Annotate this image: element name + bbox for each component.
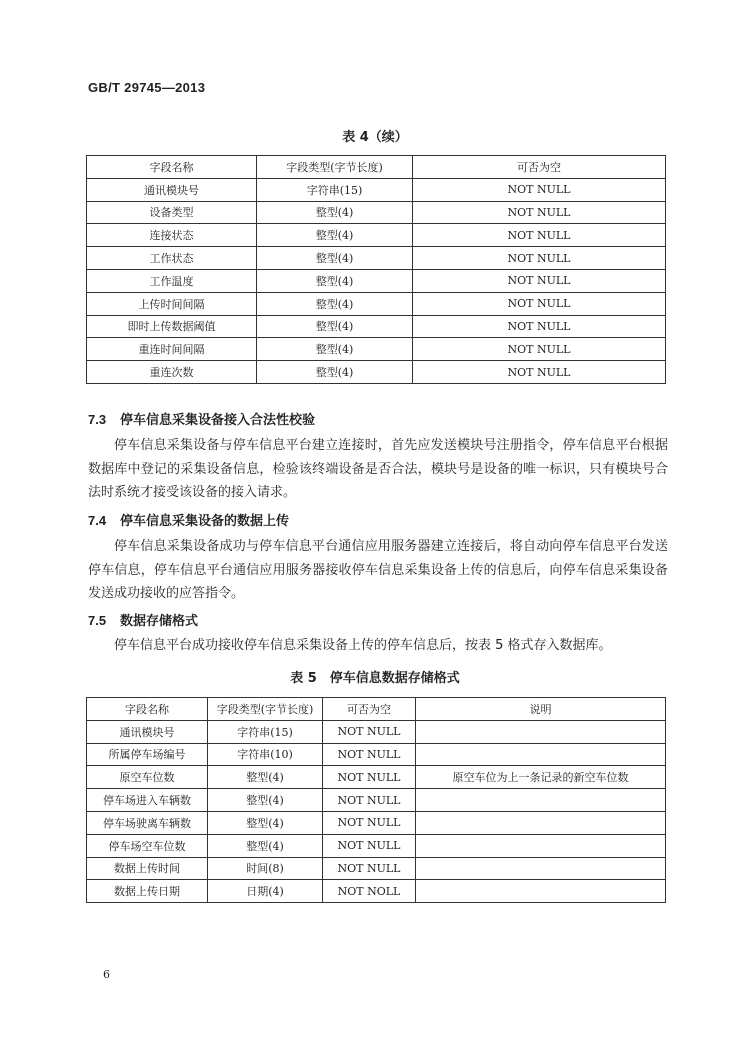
table4-header-cell: 字段类型(字节长度) (257, 156, 413, 179)
table-cell: 停车场空车位数 (87, 834, 208, 857)
table5 (86, 697, 666, 903)
table-cell: 整型(4) (208, 789, 323, 812)
table-cell: 整型(4) (208, 811, 323, 834)
table-cell: 字符串(15) (257, 178, 413, 201)
table-row (87, 247, 666, 270)
table-cell: 上传时间间隔 (87, 292, 257, 315)
table-row (87, 766, 666, 789)
table4 (86, 155, 666, 384)
table-cell: 时间(8) (208, 857, 323, 880)
section-heading-7-4: 7.4 停车信息采集设备的数据上传 (88, 513, 290, 529)
table-row (87, 789, 666, 812)
table-cell: 整型(4) (257, 315, 413, 338)
table-row (87, 720, 666, 743)
table-row (87, 857, 666, 880)
table-cell: NOT NULL (413, 224, 666, 247)
table-cell: NOT NULL (323, 857, 416, 880)
section-body-7-5: 停车信息平台成功接收停车信息采集设备上传的停车信息后，按表 5 格式存入数据库。 (114, 638, 612, 653)
table-cell: NOT NULL (413, 201, 666, 224)
table-cell: 数据上传时间 (87, 857, 208, 880)
table4-caption: 表 4（续） (342, 130, 408, 145)
table-cell: 工作状态 (87, 247, 257, 270)
table-cell: 重连次数 (87, 361, 257, 384)
table-cell: 整型(4) (257, 361, 413, 384)
table-row (87, 338, 666, 361)
table-cell: 字符串(10) (208, 743, 323, 766)
table-cell: 整型(4) (257, 201, 413, 224)
page-number: 6 (103, 968, 110, 981)
table-row (87, 224, 666, 247)
table-row (87, 292, 666, 315)
table-cell: 整型(4) (208, 766, 323, 789)
table-cell: NOT NULL (413, 178, 666, 201)
table-row (87, 178, 666, 201)
table-cell: 日期(4) (208, 880, 323, 903)
table-cell (416, 880, 666, 903)
table-cell: 整型(4) (257, 224, 413, 247)
table-cell: 通讯模块号 (87, 178, 257, 201)
table-cell: 停车场进入车辆数 (87, 789, 208, 812)
table-cell: 整型(4) (257, 292, 413, 315)
section-heading-7-5: 7.5 数据存储格式 (88, 613, 199, 629)
table-cell (416, 720, 666, 743)
table5-header-cell: 字段名称 (87, 698, 208, 721)
table5-header-row (87, 698, 666, 721)
table-cell: NOT NULL (413, 315, 666, 338)
table5-header-cell: 字段类型(字节长度) (208, 698, 323, 721)
table-cell: NOT NULL (413, 269, 666, 292)
table5-header-cell: 可否为空 (323, 698, 416, 721)
table-cell: NOT NULL (323, 720, 416, 743)
table-cell: 工作温度 (87, 269, 257, 292)
table-cell: 整型(4) (257, 269, 413, 292)
table-cell: 连接状态 (87, 224, 257, 247)
table-cell: NOT NULL (413, 247, 666, 270)
table-cell: 停车场驶离车辆数 (87, 811, 208, 834)
table-cell: NOT NOLL (323, 880, 416, 903)
table-cell (416, 811, 666, 834)
section-body-7-4: 停车信息采集设备成功与停车信息平台通信应用服务器建立连接后，将自动向停车信息平台发送停车信息，停车信息平台通信应用服务器接收停车信息采集设备上传的信息后，向停车信息采集设备发送成功接收的应答指令。 (88, 539, 668, 601)
table-cell: 通讯模块号 (87, 720, 208, 743)
table-cell: 数据上传日期 (87, 880, 208, 903)
table-cell: NOT NULL (413, 292, 666, 315)
table-row (87, 811, 666, 834)
table5-caption: 表 5 停车信息数据存储格式 (290, 671, 460, 686)
table-cell (416, 857, 666, 880)
table-cell: 原空车位为上一条记录的新空车位数 (416, 766, 666, 789)
table-cell: 即时上传数据阈值 (87, 315, 257, 338)
table-cell: 设备类型 (87, 201, 257, 224)
section-body-7-3: 停车信息采集设备与停车信息平台建立连接时，首先应发送模块号注册指令，停车信息平台根据数据库中登记的采集设备信息，检验该终端设备是否合法，模块号是设备的唯一标识，只有模块号合法时系统才接受该设备的接入请求。 (88, 438, 668, 500)
table-row (87, 315, 666, 338)
table-cell: NOT NULL (323, 789, 416, 812)
table-cell: 重连时间间隔 (87, 338, 257, 361)
table5-header-cell: 说明 (416, 698, 666, 721)
table-row (87, 834, 666, 857)
section-heading-7-3: 7.3 停车信息采集设备接入合法性校验 (88, 412, 316, 428)
table-cell: 字符串(15) (208, 720, 323, 743)
table-row (87, 201, 666, 224)
table-cell: NOT NULL (323, 834, 416, 857)
table-row (87, 361, 666, 384)
table-row (87, 269, 666, 292)
table4-header-cell: 可否为空 (413, 156, 666, 179)
table-cell: 整型(4) (257, 247, 413, 270)
table-cell: NOT NULL (323, 766, 416, 789)
table-cell: 原空车位数 (87, 766, 208, 789)
table-cell: NOT NULL (323, 811, 416, 834)
table-row (87, 743, 666, 766)
table-cell (416, 834, 666, 857)
table-cell (416, 743, 666, 766)
table-cell: NOT NULL (413, 338, 666, 361)
table-cell: 所属停车场编号 (87, 743, 208, 766)
table4-header-cell: 字段名称 (87, 156, 257, 179)
table-cell: NOT NULL (413, 361, 666, 384)
table-cell (416, 789, 666, 812)
table-cell: 整型(4) (208, 834, 323, 857)
table-row (87, 880, 666, 903)
standard-number: GB/T 29745—2013 (88, 80, 206, 95)
table-cell: NOT NULL (323, 743, 416, 766)
table-cell: 整型(4) (257, 338, 413, 361)
table4-header-row (87, 156, 666, 179)
